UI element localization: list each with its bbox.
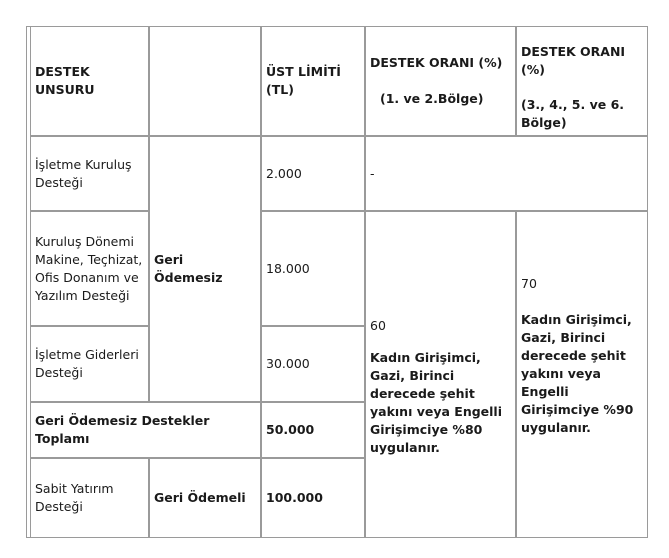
cell-text: - [370, 165, 375, 181]
cell-text: 2.000 [266, 165, 302, 181]
total-label [30, 402, 261, 458]
header-rate-region-3-6 [516, 26, 648, 136]
header-title: DESTEK ORANI (%) [370, 55, 503, 70]
row-isletme-giderleri-name [30, 326, 149, 402]
header-label: ÜST LİMİTİ (TL) [266, 64, 341, 97]
rate-region-3-6 [516, 211, 648, 538]
row-sabit-yatirim-type [149, 458, 261, 538]
row-makine-techizat-limit [261, 211, 365, 326]
row-isletme-kurulus-name [30, 136, 149, 211]
rate-note: Kadın Girişimci, Gazi, Birinci derecede şehit yakını veya Engelli Girişimciye %90 uygulanır. [521, 312, 634, 435]
cell-text: İşletme Kuruluş Desteği [35, 156, 132, 190]
row-sabit-yatirim-name [30, 458, 149, 538]
cell-text: Sabit Yatırım Desteği [35, 481, 114, 514]
type-geri-odemesiz [149, 136, 261, 402]
header-empty [149, 26, 261, 136]
header-subtitle: (3., 4., 5. ve 6. Bölge) [521, 97, 625, 130]
cell-text: Geri Ödemesiz [154, 252, 223, 285]
cell-text: Geri Ödemeli [154, 490, 246, 505]
cell-text: Geri Ödemesiz Destekler Toplamı [35, 413, 210, 446]
rate-region-1-2 [365, 211, 516, 538]
cell-text: 100.000 [266, 490, 323, 505]
row-isletme-kurulus-rate [365, 136, 648, 211]
header-ust-limit [261, 26, 365, 136]
header-subtitle: (1. ve 2.Bölge) [380, 91, 484, 106]
row-isletme-kurulus-limit [261, 136, 365, 211]
row-makine-techizat-name [30, 211, 149, 326]
header-rate-region-1-2 [365, 26, 516, 136]
cell-text: 50.000 [266, 422, 315, 437]
header-title: DESTEK ORANI (%) [521, 44, 626, 77]
cell-text: 18.000 [266, 260, 310, 276]
header-label: DESTEK UNSURU [35, 64, 95, 97]
cell-text: Kuruluş Dönemi Makine, Teçhizat, Ofis Donanım ve Yazılım Desteği [35, 233, 143, 303]
rate-value: 70 [521, 276, 537, 291]
total-limit [261, 402, 365, 458]
cell-text: 30.000 [266, 356, 310, 371]
header-destek-unsuru [30, 26, 149, 136]
cell-text: İşletme Giderleri Desteği [35, 347, 139, 380]
row-sabit-yatirim-limit [261, 458, 365, 538]
rate-note: Kadın Girişimci, Gazi, Birinci derecede şehit yakını veya Engelli Girişimciye %80 uygulanır. [370, 350, 502, 455]
rate-value: 60 [370, 318, 386, 333]
row-isletme-giderleri-limit [261, 326, 365, 402]
